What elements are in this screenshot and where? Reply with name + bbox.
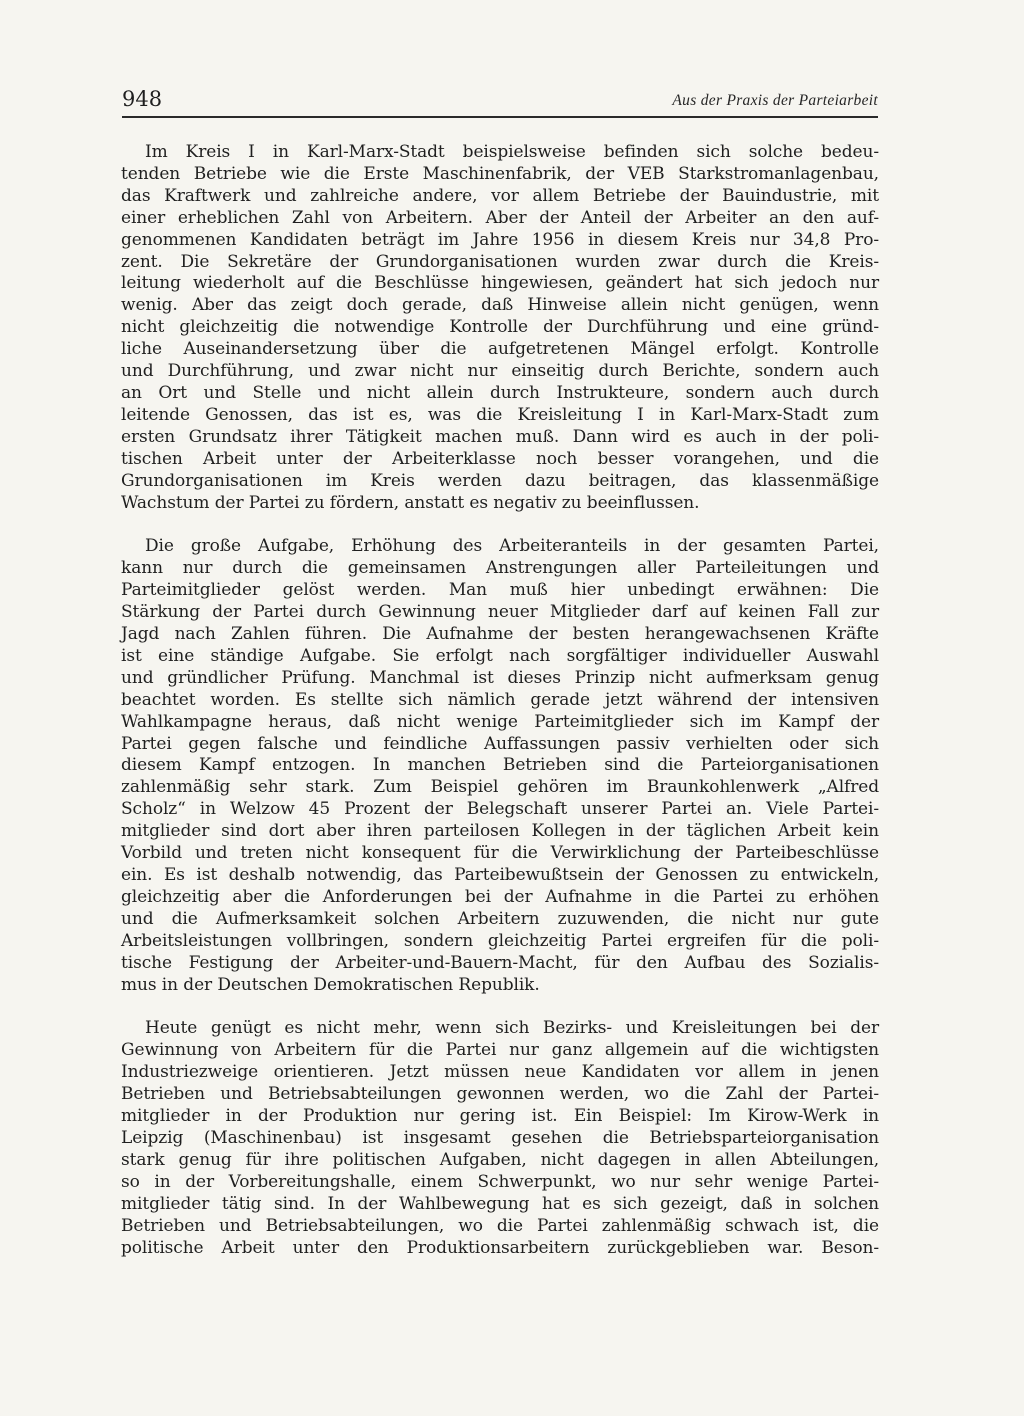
text-line: zent. Die Sekretäre der Grundorganisationen wurden zwar durch die Kreis- xyxy=(121,251,879,272)
text-line: Partei gegen falsche und feindliche Auffassungen passiv verhielten oder sich xyxy=(121,733,879,754)
text-line: Leipzig (Maschinenbau) ist insgesamt gesehen die Betriebsparteiorganisation xyxy=(121,1127,879,1148)
text-line: und gründlicher Prüfung. Manchmal ist dieses Prinzip nicht aufmerksam genug xyxy=(121,667,879,688)
text-line: und Durchführung, und zwar nicht nur einseitig durch Berichte, sondern auch xyxy=(121,361,879,382)
text-line: politische Arbeit unter den Produktionsarbeitern zurückgeblieben war. Beson- xyxy=(121,1237,879,1258)
text-line: Scholz“ in Welzow 45 Prozent der Belegschaft unserer Partei an. Viele Partei- xyxy=(121,799,879,820)
text-line: mitglieder tätig sind. In der Wahlbewegung hat es sich gezeigt, daß in solchen xyxy=(121,1193,879,1214)
text-line: stark genug für ihre politischen Aufgaben, nicht dagegen in allen Abteilungen, xyxy=(121,1149,879,1170)
text-line: mitglieder in der Produktion nur gering ist. Ein Beispiel: Im Kirow-Werk in xyxy=(121,1106,879,1127)
text-line: diesem Kampf entzogen. In manchen Betrieben sind die Parteiorganisationen xyxy=(121,755,879,776)
text-line: nicht gleichzeitig die notwendige Kontrolle der Durchführung und eine gründ- xyxy=(121,317,879,338)
text-line: ersten Grundsatz ihrer Tätigkeit machen muß. Dann wird es auch in der poli- xyxy=(121,426,879,447)
text-line: wenig. Aber das zeigt doch gerade, daß Hinweise allein nicht genügen, wenn xyxy=(121,295,879,316)
text-line: Heute genügt es nicht mehr, wenn sich Bezirks- und Kreisleitungen bei der xyxy=(145,1018,879,1039)
text-line: ist eine ständige Aufgabe. Sie erfolgt nach sorgfältiger individueller Auswahl xyxy=(121,645,879,666)
text-line: beachtet worden. Es stellte sich nämlich gerade jetzt während der intensiven xyxy=(121,689,879,710)
text-line: so in der Vorbereitungshalle, einem Schwerpunkt, wo nur sehr wenige Partei- xyxy=(121,1171,879,1192)
text-line: leitung wiederholt auf die Beschlüsse hingewiesen, geändert hat sich jedoch nur xyxy=(121,273,879,294)
text-line: Industriezweige orientieren. Jetzt müssen neue Kandidaten vor allem in jenen xyxy=(121,1062,879,1083)
text-line: gleichzeitig aber die Anforderungen bei der Aufnahme in die Partei zu erhöhen xyxy=(121,886,879,907)
text-line: kann nur durch die gemeinsamen Anstrengungen aller Parteileitungen und xyxy=(121,558,879,579)
text-line: Arbeitsleistungen vollbringen, sondern gleichzeitig Partei ergreifen für die poli- xyxy=(121,930,879,951)
text-line: ein. Es ist deshalb notwendig, das Parteibewußtsein der Genossen zu entwickeln, xyxy=(121,865,879,885)
running-head: Aus der Praxis der Parteiarbeit xyxy=(672,92,878,109)
text-line: einer erheblichen Zahl von Arbeitern. Aber der Anteil der Arbeiter an den auf- xyxy=(121,207,879,228)
text-line: mitglieder sind dort aber ihren parteilosen Kollegen in der täglichen Arbeit kein xyxy=(121,821,879,842)
paragraph-2 xyxy=(121,536,879,996)
paragraph-3 xyxy=(121,1018,879,1259)
paragraph-1 xyxy=(121,142,879,514)
text-line: das Kraftwerk und zahlreiche andere, vor allem Betriebe der Bauindustrie, mit xyxy=(121,185,879,206)
text-line: tenden Betriebe wie die Erste Maschinenfabrik, der VEB Starkstromanlagenbau, xyxy=(121,163,879,184)
page-header xyxy=(122,86,878,118)
text-line: Wahlkampagne heraus, daß nicht wenige Parteimitglieder sich im Kampf der xyxy=(121,711,879,732)
text-line: Vorbild und treten nicht konsequent für die Verwirklichung der Parteibeschlüsse xyxy=(121,843,879,864)
text-line: Stärkung der Partei durch Gewinnung neuer Mitglieder darf auf keinen Fall zur xyxy=(121,602,879,623)
text-line: genommenen Kandidaten beträgt im Jahre 1956 in diesem Kreis nur 34,8 Pro- xyxy=(121,229,879,250)
body-text xyxy=(121,142,879,1281)
text-line: tischen Arbeit unter der Arbeiterklasse noch besser vorangehen, und die xyxy=(121,448,879,469)
text-line: liche Auseinandersetzung über die aufgetretenen Mängel erfolgt. Kontrolle xyxy=(121,339,879,360)
text-line: Betrieben und Betriebsabteilungen, wo die Partei zahlenmäßig schwach ist, die xyxy=(121,1215,879,1236)
text-line: Jagd nach Zahlen führen. Die Aufnahme der besten herangewachsenen Kräfte xyxy=(121,624,879,645)
text-line: Grundorganisationen im Kreis werden dazu beitragen, das klassenmäßige xyxy=(121,470,879,491)
text-line: Die große Aufgabe, Erhöhung des Arbeiteranteils in der gesamten Partei, xyxy=(145,536,879,557)
text-line: tische Festigung der Arbeiter-und-Bauern-Macht, für den Aufbau des Sozialis- xyxy=(121,952,879,973)
text-line: mus in der Deutschen Demokratischen Republik. xyxy=(121,974,540,995)
text-line: Wachstum der Partei zu fördern, anstatt es negativ zu beeinflussen. xyxy=(121,492,700,513)
text-line: leitende Genossen, das ist es, was die Kreisleitung I in Karl-Marx-Stadt zum xyxy=(121,404,879,425)
text-line: an Ort und Stelle und nicht allein durch Instrukteure, sondern auch durch xyxy=(121,382,879,403)
text-line: zahlenmäßig sehr stark. Zum Beispiel gehören im Braunkohlenwerk „Alfred xyxy=(121,777,879,798)
text-line: Gewinnung von Arbeitern für die Partei nur ganz allgemein auf die wichtigsten xyxy=(121,1040,879,1061)
page-number: 948 xyxy=(122,87,163,111)
text-line: Betrieben und Betriebsabteilungen gewonnen werden, wo die Zahl der Partei- xyxy=(121,1084,879,1105)
text-line: und die Aufmerksamkeit solchen Arbeitern zuzuwenden, die nicht nur gute xyxy=(121,908,879,929)
text-line: Parteimitglieder gelöst werden. Man muß hier unbedingt erwähnen: Die xyxy=(121,580,879,601)
text-line: Im Kreis I in Karl-Marx-Stadt beispielsweise befinden sich solche bedeu- xyxy=(145,142,879,162)
